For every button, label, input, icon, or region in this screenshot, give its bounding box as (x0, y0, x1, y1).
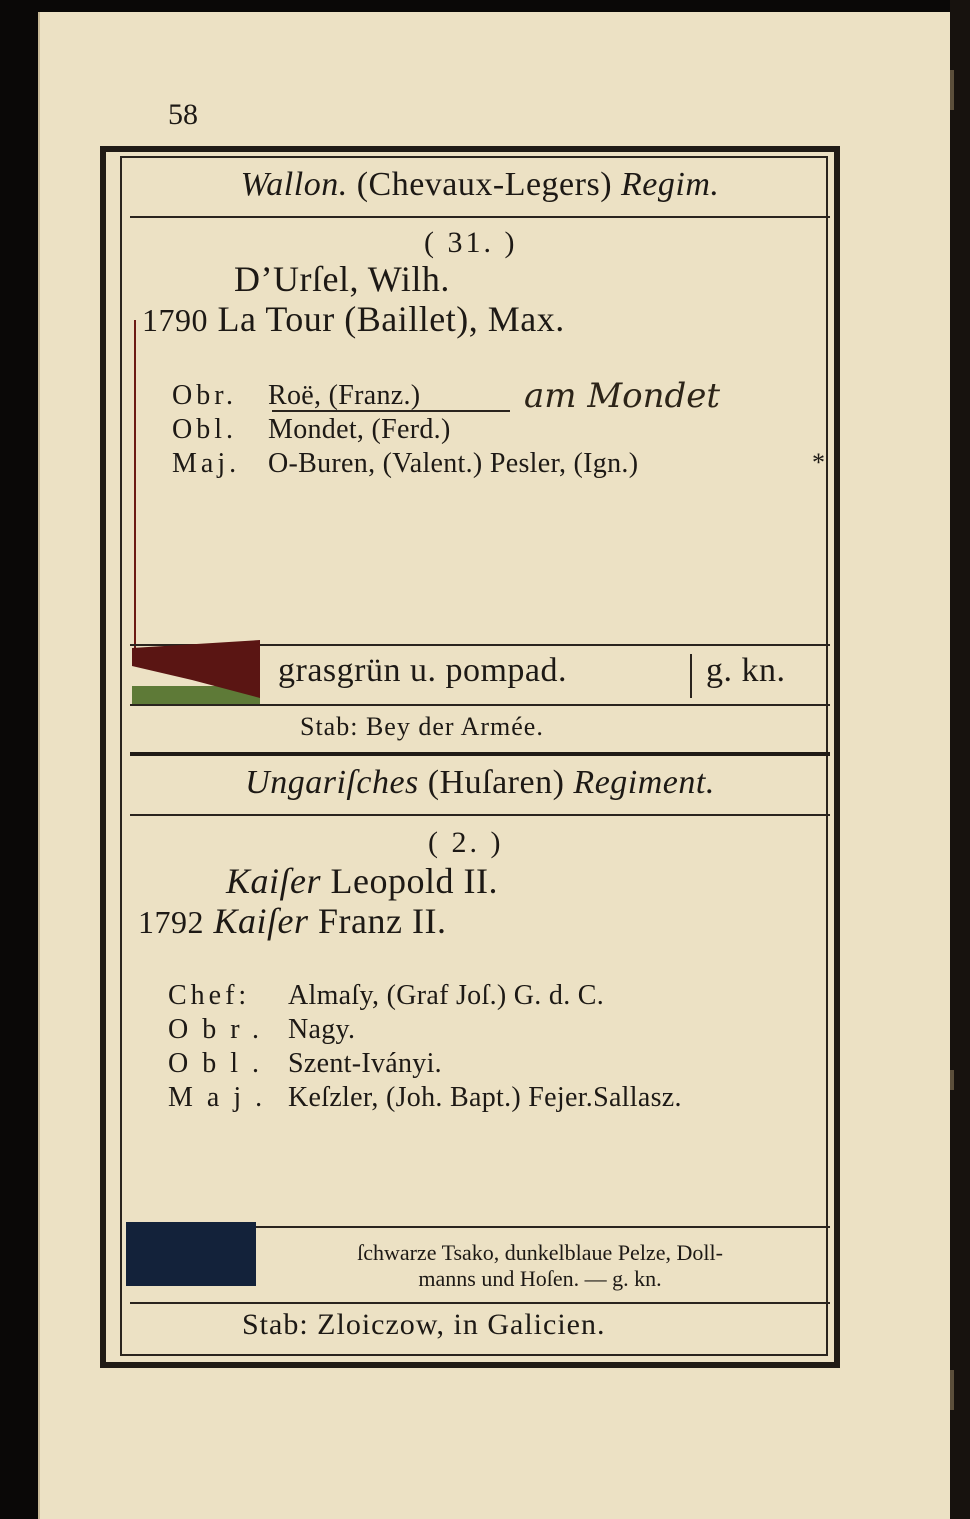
officer-row (172, 380, 420, 412)
officer-row (168, 980, 604, 1012)
owner-line (138, 900, 446, 942)
stab-line: Stab: Bey der Armée. (300, 712, 544, 741)
regiment-title-hungarian (132, 764, 828, 802)
title-plain: (Huſaren) (418, 764, 574, 801)
officer-row (172, 448, 638, 480)
divider (130, 814, 830, 816)
uniform-line: manns und Hoſen. — g. kn. (418, 1266, 662, 1291)
officer-name: Roë, (Franz.) (268, 380, 421, 411)
uniform-description (266, 1240, 814, 1292)
uniform-colors-text: grasgrün u. pompad. (278, 652, 568, 689)
owner-line (142, 298, 565, 340)
section-divider (130, 752, 830, 756)
officer-rank: Chef: (168, 980, 251, 1011)
officer-name: Szent-Iványi. (288, 1048, 442, 1079)
footnote-mark: * (812, 448, 825, 477)
officer-name: O-Buren, (Valent.) Pesler, (Ign.) (268, 448, 639, 479)
uniform-color-swatch (126, 1222, 256, 1286)
owner-line (226, 860, 498, 902)
adjacent-page-edge (950, 0, 970, 1519)
title-italic: Wallon. (240, 166, 348, 203)
owner-year: 1792 (138, 904, 204, 940)
regiment-number: ( 31. ) (424, 226, 518, 259)
officer-row (172, 414, 451, 446)
officer-name: Mondet, (Ferd.) (268, 414, 451, 445)
owner-year: 1790 (142, 302, 208, 338)
title-italic: Ungariſches (245, 764, 419, 801)
officer-row (168, 1048, 442, 1080)
title-plain: (Chevaux-Legers) (347, 166, 622, 203)
regiment-number: ( 2. ) (428, 826, 504, 859)
strike-underline (272, 410, 510, 412)
divider (130, 1302, 830, 1304)
officer-rank: Maj. (168, 1082, 277, 1113)
owner-title: Kaiſer (226, 861, 322, 901)
buttons-text: g. kn. (706, 652, 786, 689)
officer-name: Keſzler, (Joh. Bapt.) Fejer.Sallasz. (288, 1082, 682, 1113)
officer-name: Almaſy, (Graf Joſ.) G. d. C. (288, 980, 605, 1011)
regiment-title-wallon (132, 166, 828, 204)
officer-rank: Obr. (168, 1014, 273, 1045)
owner-name: D’Urſel, Wilh. (234, 259, 450, 299)
divider (130, 704, 830, 706)
officer-row (168, 1014, 355, 1046)
officer-rank: Obl. (172, 414, 237, 445)
divider (130, 216, 830, 218)
owner-line (234, 258, 450, 300)
handwritten-annotation: am Mondet (524, 376, 721, 416)
officer-row (168, 1082, 682, 1114)
officer-name: Nagy. (288, 1014, 356, 1045)
owner-name: Leopold II. (321, 861, 498, 901)
officer-rank: Maj. (172, 448, 241, 479)
owner-title: Kaiſer (213, 901, 309, 941)
title-italic: Regiment. (573, 764, 715, 801)
stab-line: Stab: Zloiczow, in Galicien. (242, 1308, 606, 1341)
owner-name: La Tour (Baillet), Max. (217, 299, 565, 339)
title-italic: Regim. (621, 166, 720, 203)
owner-name: Franz II. (308, 901, 447, 941)
uniform-color-swatch (132, 640, 260, 706)
page-number: 58 (168, 98, 198, 131)
officer-rank: Obr. (172, 380, 237, 411)
ink-mark (134, 320, 136, 650)
officer-rank: Obl. (168, 1048, 273, 1079)
uniform-line: ſchwarze Tsako, dunkelblaue Pelze, Doll- (357, 1240, 723, 1265)
divider (690, 654, 692, 698)
